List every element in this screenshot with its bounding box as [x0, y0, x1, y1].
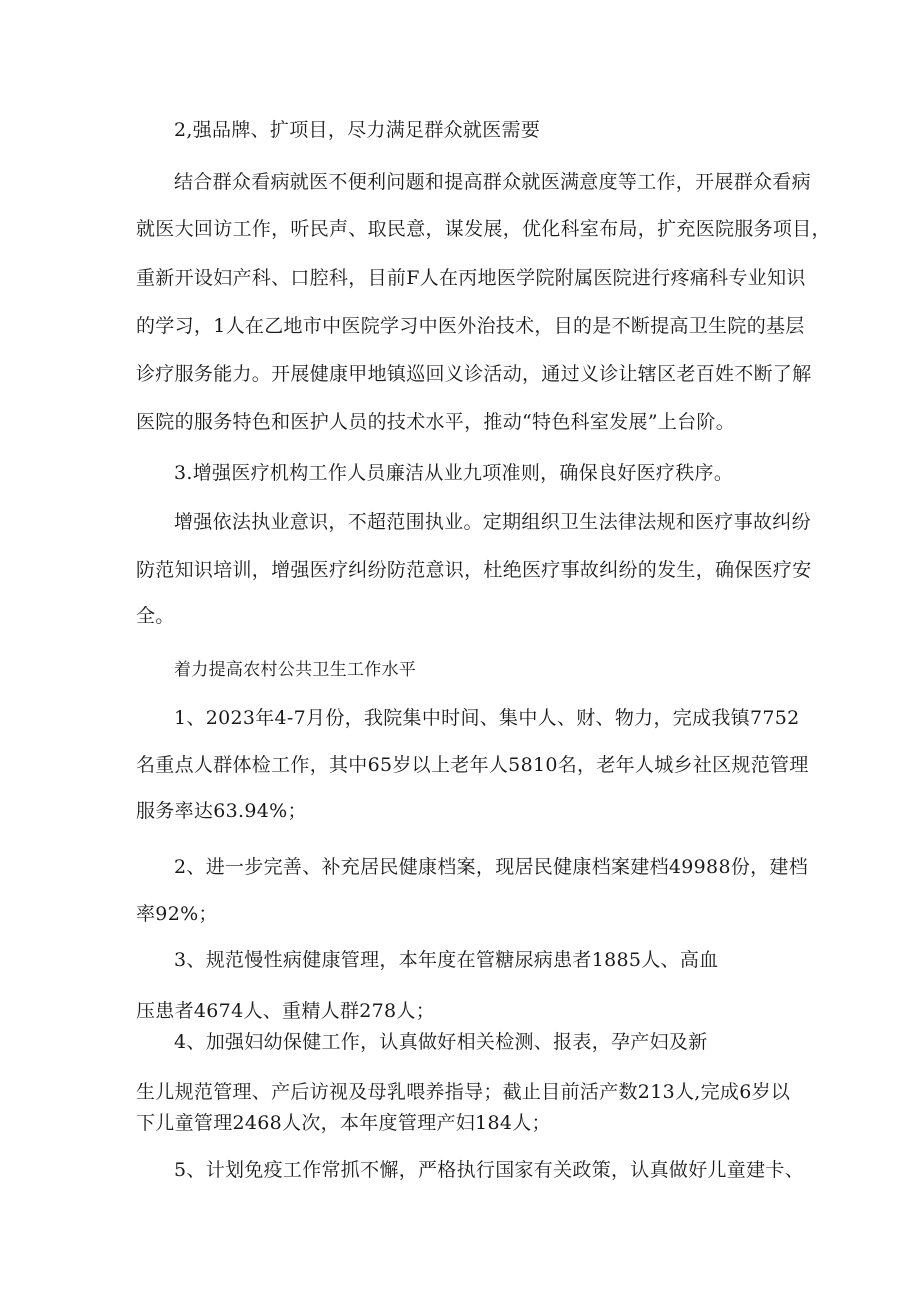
section-heading-brand: 2,强品牌、扩项目，尽力满足群众就医需要 — [174, 119, 541, 141]
paragraph-line: 医院的服务特色和医护人员的技术水平，推动“特色科室发展”上台阶。 — [136, 411, 736, 433]
paragraph-line: 全。 — [136, 605, 175, 627]
list-item-line: 2、进一步完善、补充居民健康档案，现居民健康档案建档49988份，建档 — [174, 856, 809, 878]
paragraph-line: 重新开设妇产科、口腔科，目前F人在丙地医学院附属医院进行疼痛科专业知识 — [136, 267, 806, 289]
list-item-line: 5、计划免疫工作常抓不懈，严格执行国家有关政策，认真做好儿童建卡、 — [174, 1159, 804, 1181]
section-heading-public-health: 着力提高农村公共卫生工作水平 — [174, 660, 417, 680]
list-item-line: 名重点人群体检工作，其中65岁以上老年人5810名，老年人城乡社区规范管理 — [136, 754, 809, 776]
list-item-line: 3、规范慢性病健康管理，本年度在管糖尿病患者1885人、高血 — [174, 949, 719, 971]
list-item-line: 下儿童管理2468人次，本年度管理产妇184人； — [136, 1112, 551, 1134]
list-item-line: 生儿规范管理、产后访视及母乳喂养指导；截止目前活产数213人,完成6岁以 — [136, 1081, 791, 1103]
paragraph-line: 增强依法执业意识，不超范围执业。定期组织卫生法律法规和医疗事故纠纷 — [174, 511, 811, 533]
paragraph-line: 结合群众看病就医不便利问题和提高群众就医满意度等工作，开展群众看病 — [174, 171, 811, 193]
list-item-line: 4、加强妇幼保健工作，认真做好相关检测、报表，孕产妇及新 — [174, 1031, 708, 1053]
list-item-line: 率92%； — [136, 903, 218, 925]
paragraph-line: 诊疗服务能力。开展健康甲地镇巡回义诊活动，通过义诊让辖区老百姓不断了解 — [136, 363, 812, 385]
paragraph-line: 的学习，1人在乙地市中医院学习中医外治技术，目的是不断提高卫生院的基层 — [136, 315, 805, 337]
list-item-line: 1、2023年4-7月份，我院集中时间、集中人、财、物力，完成我镇7752 — [174, 707, 800, 729]
list-item-line: 服务率达63.94%； — [136, 800, 307, 822]
paragraph-line: 防范知识培训，增强医疗纠纷防范意识，杜绝医疗事故纠纷的发生，确保医疗安 — [136, 559, 812, 581]
section-heading-integrity: 3.增强医疗机构工作人员廉洁从业九项准则，确保良好医疗秩序。 — [174, 462, 734, 484]
list-item-line: 压患者4674人、重精人群278人； — [136, 1000, 436, 1022]
paragraph-line: 就医大回访工作，听民声、取民意，谋发展，优化科室布局，扩充医院服务项目， — [136, 218, 831, 240]
